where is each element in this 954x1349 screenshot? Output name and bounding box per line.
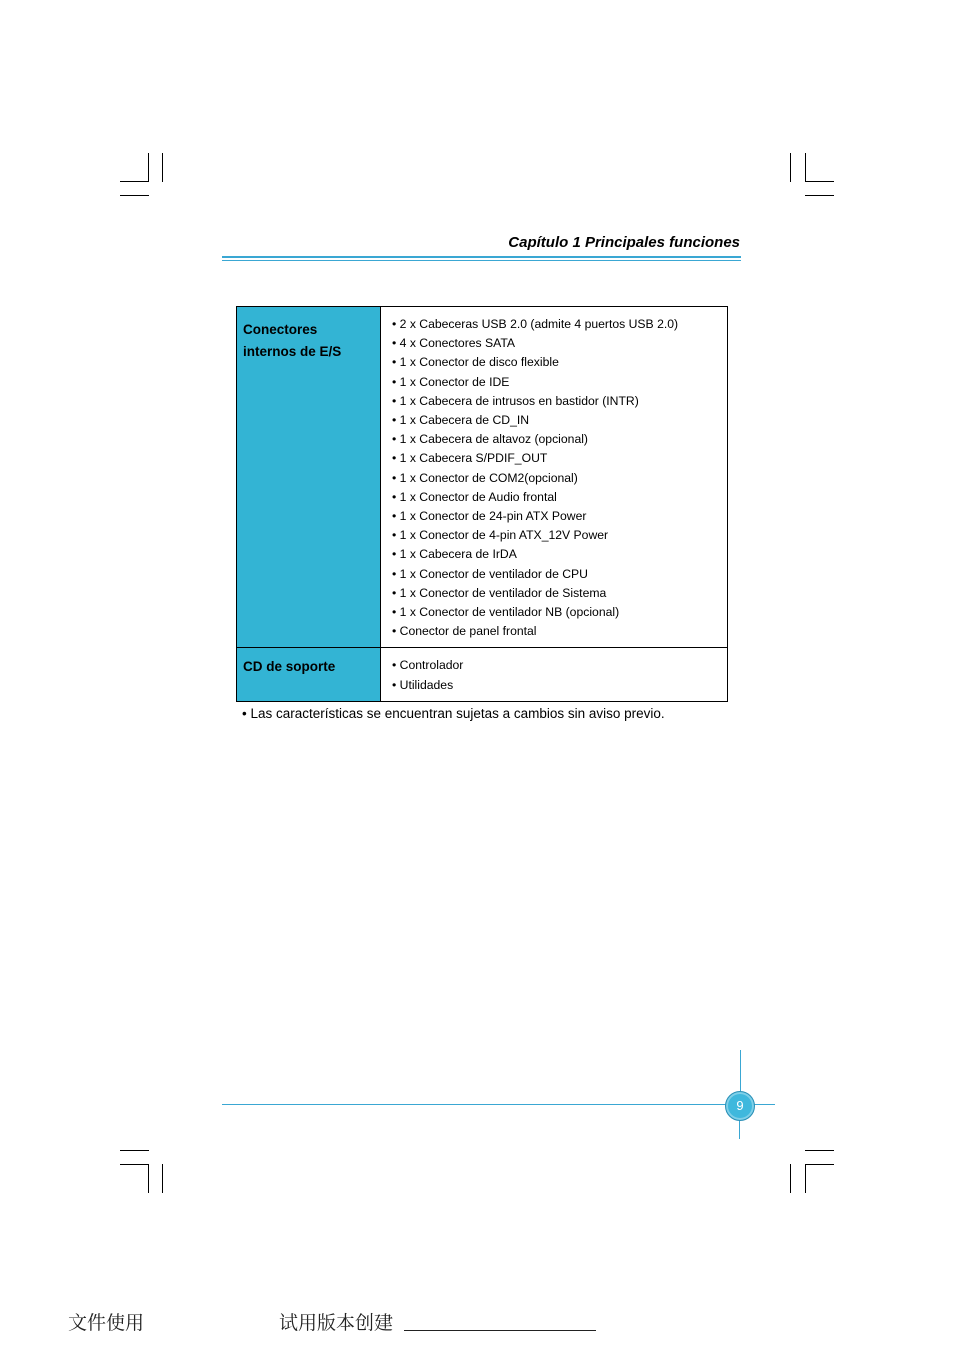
list-item: • 1 x Cabecera de intrusos en bastidor (INTR) [392,392,717,411]
item-list [392,315,717,641]
spec-table [236,306,728,702]
page-number: 9 [725,1091,755,1121]
list-item: • 1 x Conector de IDE [392,373,717,392]
footer-vertical-rule [739,1119,740,1139]
list-item: • 1 x Cabecera S/PDIF_OUT [392,449,717,468]
crop-mark [805,153,806,182]
crop-mark [805,1164,834,1165]
crop-mark [805,195,834,196]
crop-mark [805,1164,806,1193]
list-item: • 1 x Conector de ventilador de Sistema [392,584,717,603]
header-rule [222,260,741,261]
row-items [381,648,728,701]
list-item: • Controlador [392,656,717,675]
crop-mark [148,1164,149,1193]
crop-mark [120,1150,149,1151]
crop-mark [162,1164,163,1193]
watermark-underline [404,1330,596,1331]
list-item: • 1 x Conector de 4-pin ATX_12V Power [392,526,717,545]
crop-mark [805,181,834,182]
header-rule [222,256,741,258]
list-item: • 2 x Cabeceras USB 2.0 (admite 4 puertos USB 2.0) [392,315,717,334]
list-item: • 1 x Conector de ventilador NB (opcional) [392,603,717,622]
row-label: Conectores internos de E/S [237,307,381,648]
list-item: • Conector de panel frontal [392,622,717,641]
crop-mark [790,1164,791,1193]
list-item: • 1 x Conector de COM2(opcional) [392,469,717,488]
crop-mark [148,153,149,182]
chapter-title: Capítulo 1 Principales funciones [508,234,740,251]
footnote: • Las características se encuentran sujetas a cambios sin aviso previo. [242,706,665,721]
list-item: • 1 x Conector de Audio frontal [392,488,717,507]
row-items [381,307,728,648]
item-list [392,656,717,694]
crop-mark [162,153,163,182]
list-item: • 1 x Cabecera de altavoz (opcional) [392,430,717,449]
list-item: • Utilidades [392,676,717,695]
list-item: • 1 x Cabecera de IrDA [392,545,717,564]
footer-vertical-rule [740,1050,741,1091]
crop-mark [120,195,149,196]
footer-rule [222,1104,775,1105]
list-item: • 1 x Conector de disco flexible [392,353,717,372]
list-item: • 1 x Cabecera de CD_IN [392,411,717,430]
watermark-right: 试用版本创建 [279,1312,394,1334]
watermark-left: 文件使用 [68,1312,145,1334]
row-label: CD de soporte [237,648,381,701]
crop-mark [790,153,791,182]
crop-mark [805,1150,834,1151]
table-row [237,648,728,701]
crop-mark [120,181,149,182]
list-item: • 1 x Conector de ventilador de CPU [392,565,717,584]
list-item: • 4 x Conectores SATA [392,334,717,353]
table-row [237,307,728,648]
list-item: • 1 x Conector de 24-pin ATX Power [392,507,717,526]
crop-mark [120,1164,149,1165]
